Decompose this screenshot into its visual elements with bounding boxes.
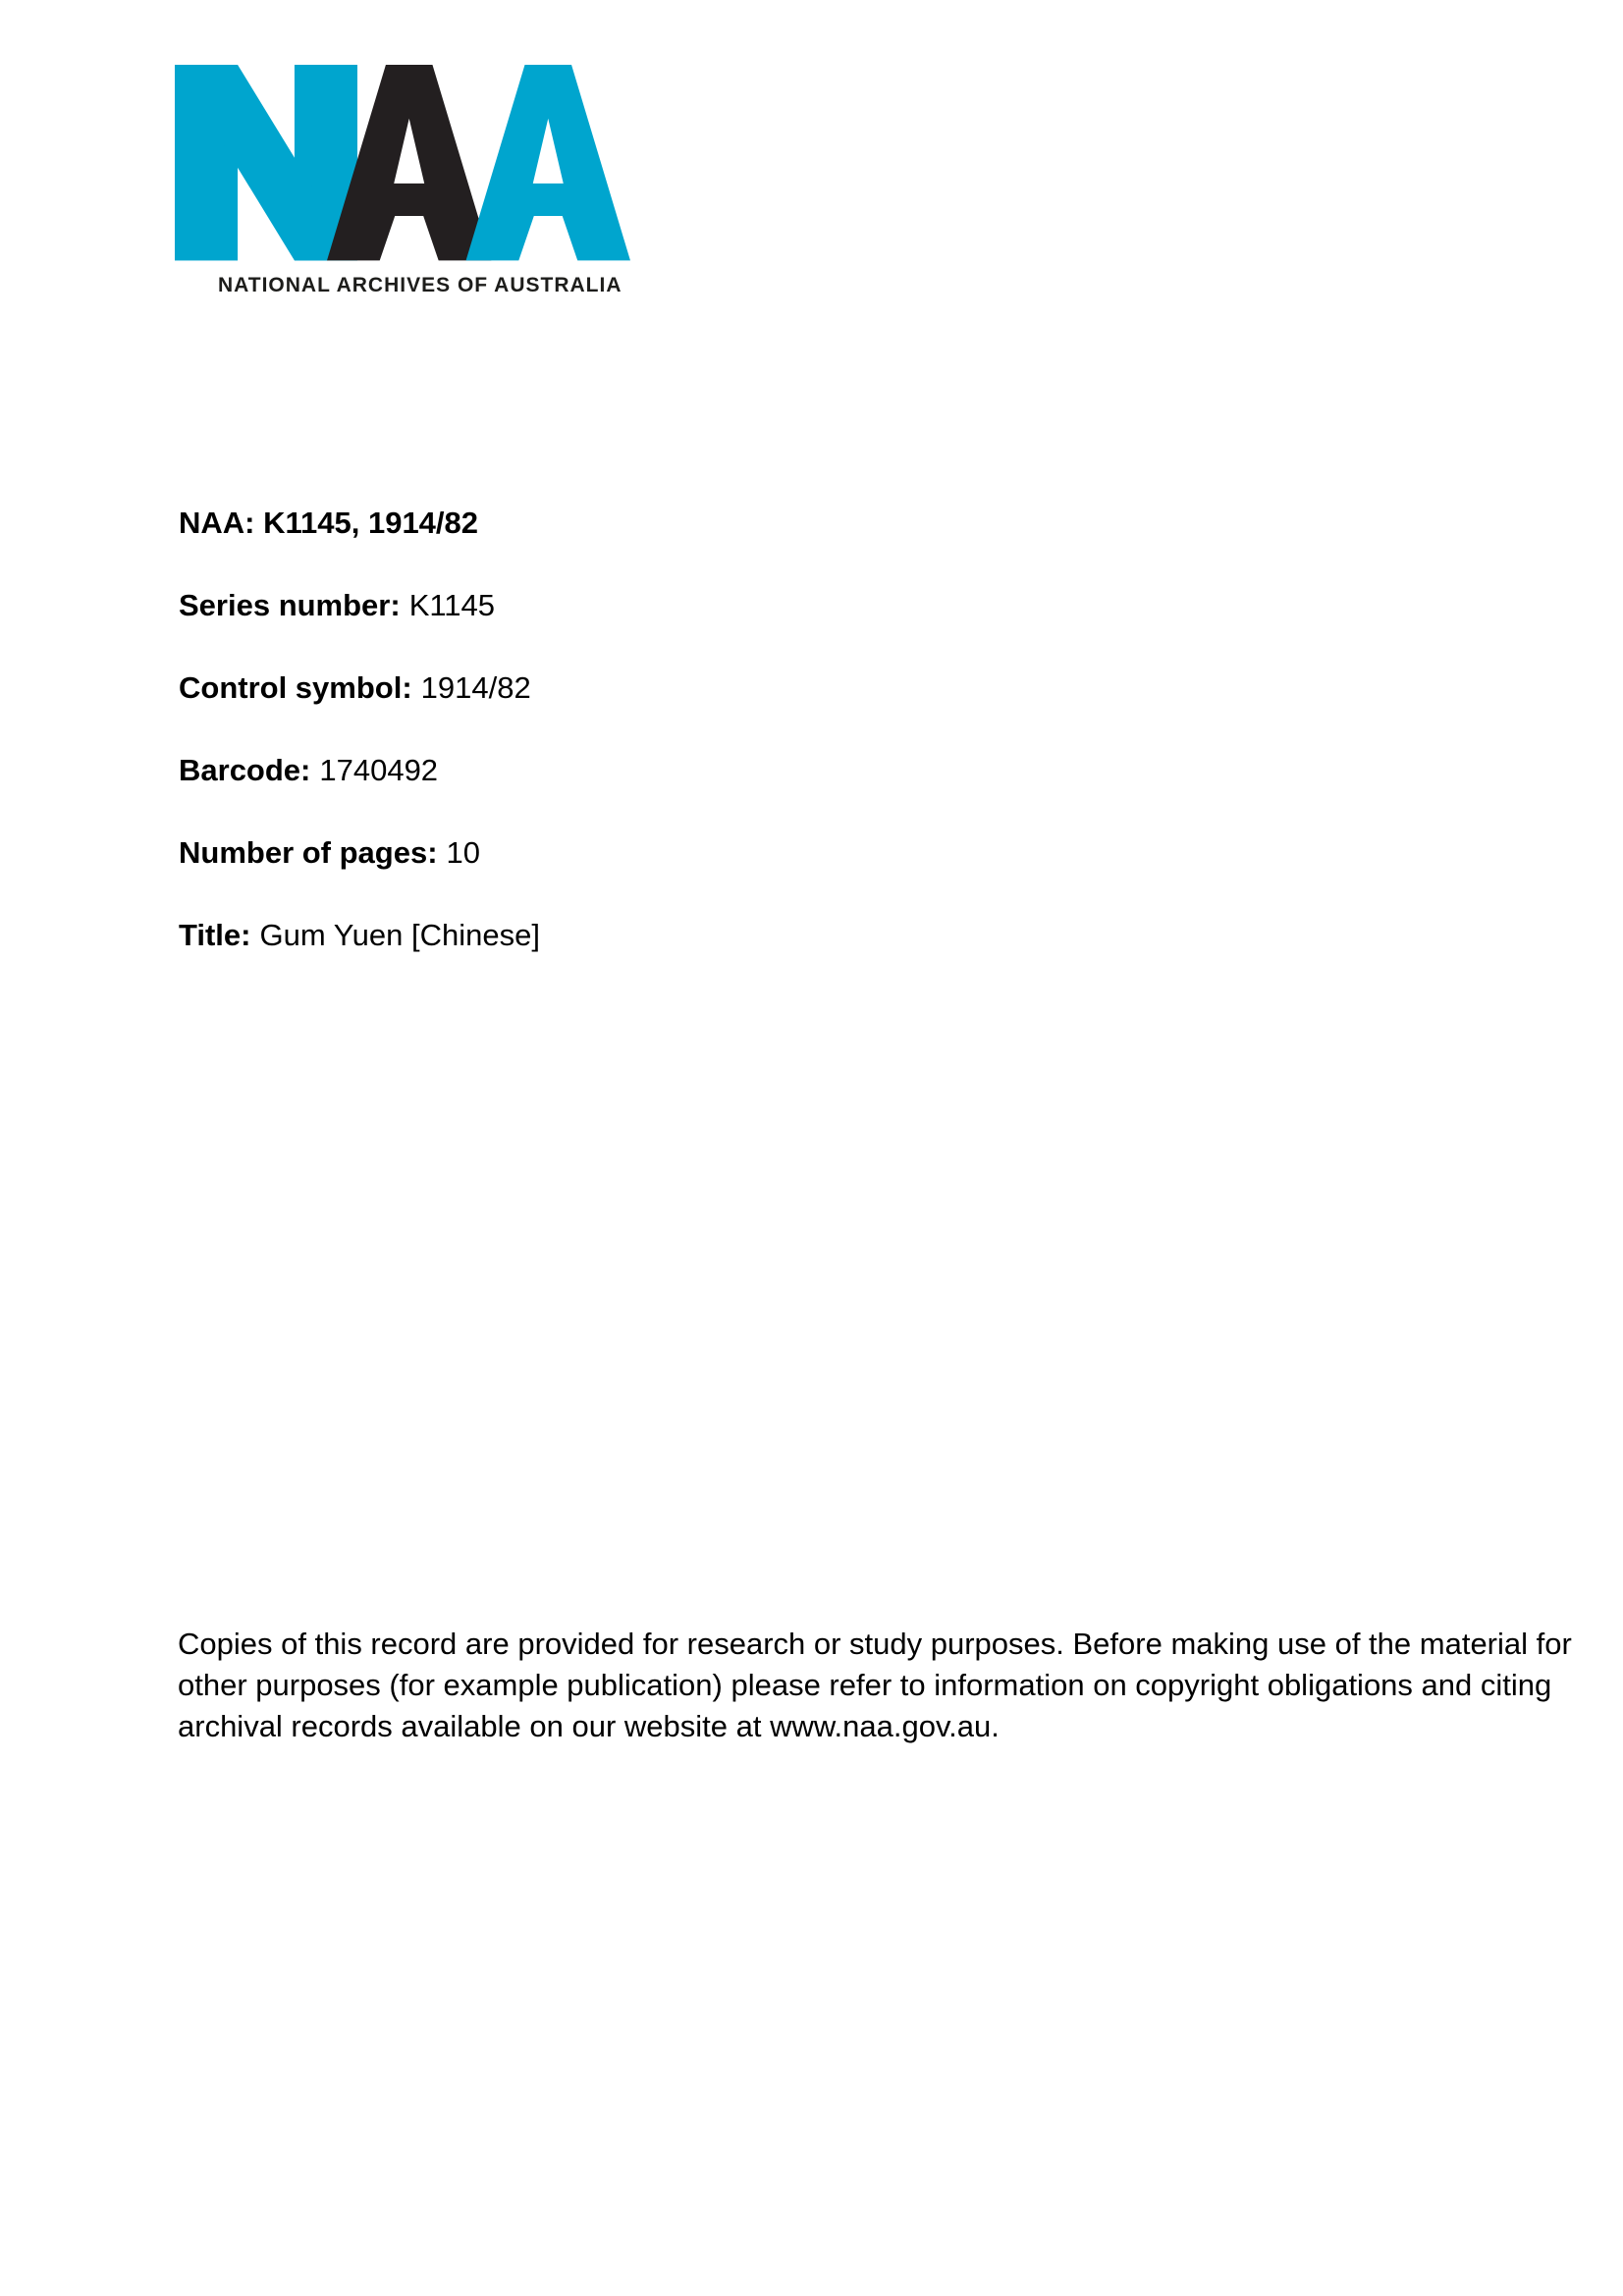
field-label: Series number: [179,588,401,622]
naa-logo-graphic [175,65,631,261]
copyright-notice-line: other purposes (for example publication) please refer to information on copyright obligations and citing [178,1668,1552,1702]
field-label: Number of pages: [179,835,438,870]
logo-letter-n-icon [175,65,357,260]
field-value: 10 [446,835,480,870]
field-label: Title: [179,918,251,952]
field-barcode [179,751,540,790]
logo-letter-a2-icon [466,65,630,260]
record-heading: NAA: K1145, 1914/82 [179,506,479,540]
field-value: K1145 [408,588,496,622]
field-value: 1740492 [319,753,439,787]
copyright-notice-line: Copies of this record are provided for research or study purposes. Before making use of the material for [178,1627,1572,1661]
field-title [179,916,540,955]
field-control-symbol [179,668,540,708]
copyright-notice-line: archival records available on our website at www.naa.gov.au. [178,1709,1000,1743]
field-series-number [179,586,540,625]
field-label: Control symbol: [179,670,412,705]
copyright-notice [178,1624,1572,1747]
org-name: NATIONAL ARCHIVES OF AUSTRALIA [218,274,622,296]
field-number-of-pages [179,833,540,873]
field-value: 1914/82 [420,670,531,705]
naa-logo [175,65,631,261]
field-label: Barcode: [179,753,311,787]
field-value: Gum Yuen [Chinese] [259,918,540,952]
record-metadata [179,504,540,998]
